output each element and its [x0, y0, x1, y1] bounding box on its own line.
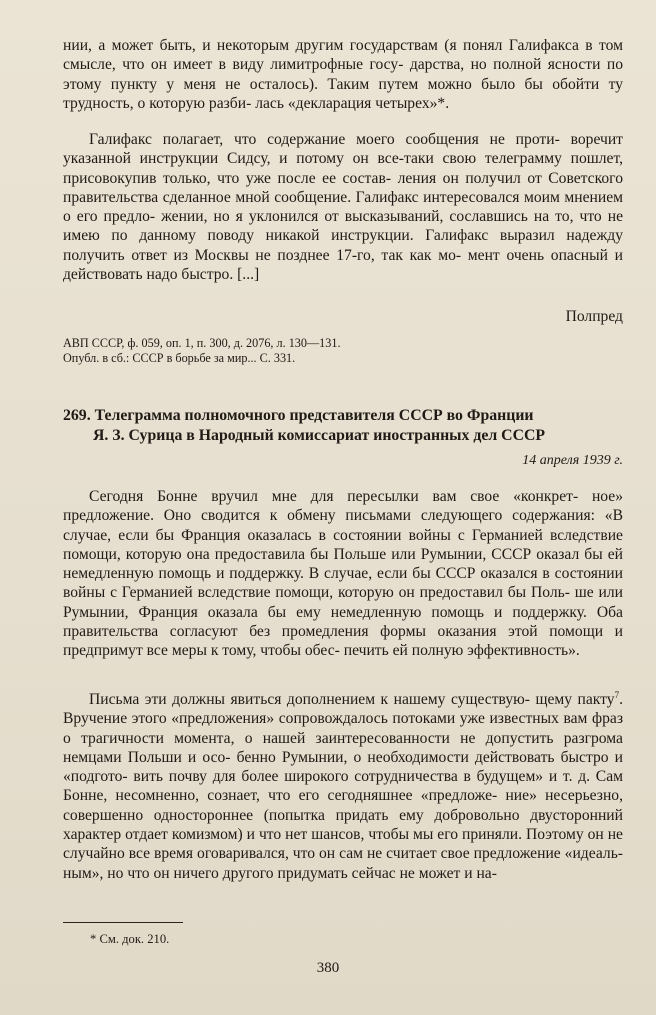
- heading-line-1: Телеграмма полномочного представителя СССР во Франции: [94, 407, 534, 424]
- text-line: Сегодня Бонне вручил мне для пересылки вам свое «конкрет-: [89, 488, 579, 505]
- source-line: АВП СССР, ф. 059, оп. 1, п. 300, д. 2076,: [63, 336, 274, 350]
- text-line: нии, а может быть, и некоторым другим государствам (я понял: [63, 37, 503, 54]
- text-line: Письма эти должны явиться дополнением к нашему существую-: [89, 691, 530, 708]
- text-line: шансов, чтобы мы его приняли. Поэтому он не случайно все время: [63, 826, 623, 863]
- footnote-divider: [63, 922, 183, 923]
- body-paragraph-1-text: [63, 487, 623, 661]
- text-line: жении, но я уклонился от высказываний, сославшись на то, что не: [161, 208, 623, 226]
- top-paragraph: [63, 36, 623, 113]
- text-line: ления он получил от Советского правительства сделанное мной: [63, 169, 623, 206]
- text-line: бенно Румынии, о необходимости действовать быстро и «подгото-: [63, 748, 623, 786]
- text-line: потоками уже известных вам фраз о трагичности момента, о нашей: [63, 710, 623, 747]
- date-block: [63, 453, 623, 469]
- text-line: с Германией вследствие помощи, которую он предоставил бы Поль-: [110, 584, 570, 602]
- body-paragraph-2: [63, 690, 623, 883]
- text-line: войны с Германией вследствие помощи, которую она предоставила: [63, 526, 623, 563]
- signature: Полпред: [565, 308, 623, 325]
- text-line: имею по данному поводу никакой инструкции. Галифакс выразил: [63, 227, 555, 245]
- second-paragraph-text: [63, 130, 623, 284]
- text-line: ное» предложение. Оно сводится к обмену письмами следующего: [63, 488, 623, 525]
- text-line: добровольно двусторонний характер отдает комизмом) и что нет: [63, 806, 623, 844]
- text-line: дарства, но полной ясности по этому пункту у меня не осталось).: [63, 56, 624, 93]
- body-paragraph-2-text: Письма эти должны явиться дополнением к нашему существую- щему пакту$^7$. Вручение этого «предложения» сопровождалось потоками уже известных вам фраз о трагичности момента, о нашей заинтересованности не допустить разгрома немцами Польши и осо- бенно Румынии, о необходимости действовать быстро и «подгото- вить почву для более широкого сотрудничества в будущем» и т. д. Сам Бонне, несомненно, сознает, что его сегодняшнее «предложе- ние» несерьезно, совершенно одностороннее (попытка придать ему добровольно двусторонний характер отдает комизмом) и что нет шансов, чтобы мы его приняли. Поэтому он не случайно все время оговаривался, что он сам не считает свое предложение «идеаль- ным», но что он ничего другого придумать сейчас не может и на-: [63, 689, 623, 882]
- text-line: ным», но что он ничего другого придумать сейчас не может и на-: [63, 864, 497, 882]
- text-line: лась «декларация четырех»*.: [255, 94, 450, 112]
- text-line: вить почву для более широкого сотрудничества в будущем» и т. д.: [133, 768, 591, 786]
- text-line: Галифакса в том смысле, что он имеет в виду лимитрофные госу-: [63, 37, 623, 74]
- text-line: телеграмму пошлет, присовокупив только, что уже после ее состав-: [63, 150, 623, 187]
- text-line: печить ей полную эффективность».: [343, 642, 580, 660]
- page-number: 380: [316, 960, 340, 976]
- note-reference: 7: [614, 689, 620, 700]
- archive-source: [63, 336, 623, 365]
- text-line: сообщение. Галифакс интересовался моим мнением о его предло-: [63, 188, 623, 226]
- top-paragraph-text: [63, 36, 623, 113]
- text-line: оказания этой помощи и предпримут все меры к тому, чтобы обес-: [63, 623, 623, 660]
- text-line: бы Польше или Румынии, СССР оказал бы ей немедленную помощь: [63, 545, 624, 583]
- text-line: Таким путем можно было бы обойти ту трудность, о которую разби-: [63, 75, 623, 112]
- text-line: надежду получить ответ из Москвы не позднее 17-го, так как мо-: [63, 227, 623, 264]
- text-line: мент очень опасный и действовать надо быстро. [...]: [63, 246, 623, 284]
- text-line: воречит указанной инструкции Сидсу, и потому он все-таки свою: [63, 131, 623, 168]
- body-paragraph-1: [63, 487, 623, 661]
- text-line: щему пакту: [535, 691, 615, 708]
- footnote: * См. док. 210.: [90, 932, 170, 946]
- document-date: 14 апреля 1939 г.: [522, 453, 623, 468]
- heading-line-2: Я. З. Сурица в Народный комиссариат иностранных дел СССР: [93, 426, 546, 444]
- text-line: заинтересованности не допустить разгрома немцами Польши и осо-: [63, 729, 623, 766]
- source-line: мир... С. 331.: [227, 350, 296, 365]
- text-line: и поддержку. В случае, если бы СССР оказался в состоянии войны: [63, 565, 623, 602]
- text-line: оговаривался, что он сам не считает свое предложение «идеаль-: [197, 845, 623, 863]
- signature-block: [63, 308, 623, 326]
- document-number: 269.: [63, 407, 91, 424]
- source-line: л. 130—131. Опубл. в сб.: СССР в борьбе за: [63, 336, 341, 365]
- heading-text: [63, 406, 623, 445]
- second-paragraph: [63, 130, 623, 284]
- source-text: [63, 336, 373, 365]
- text-line: Сам Бонне, несомненно, сознает, что его сегодняшнее «предложе-: [63, 768, 623, 805]
- text-line: Галифакс полагает, что содержание моего сообщения не проти-: [89, 131, 560, 148]
- text-line: и поддержку. Оба правительства согласуют без промедления формы: [63, 603, 623, 641]
- text-line: содержания: «В случае, если бы Франция оказалась в состоянии: [63, 507, 623, 544]
- text-line: Вручение этого «предложения» сопровождалось: [63, 710, 388, 728]
- text-line: ние» несерьезно, совершенно одностороннее (попытка придать ему: [63, 787, 623, 824]
- document-heading: [63, 406, 623, 445]
- text-line: ше или Румынии, Франция оказала бы ему немедленную помощь: [63, 584, 623, 621]
